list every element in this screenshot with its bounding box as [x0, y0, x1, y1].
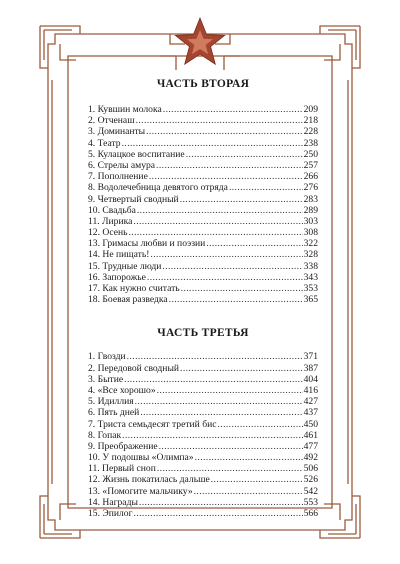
toc-entry [88, 272, 318, 283]
toc-leader-dots [127, 351, 303, 362]
toc-entry [88, 261, 318, 272]
toc-entry-title: 11. Лирика [88, 215, 133, 227]
toc-entry [88, 497, 318, 508]
toc-entry-title: 8. Гопак [88, 429, 122, 441]
toc-leader-dots [181, 283, 303, 294]
toc-entry-title: 4. «Все хорошо» [88, 384, 156, 396]
toc-entry [88, 463, 318, 474]
toc-leader-dots [122, 138, 303, 149]
toc-entry-title: 14. Награды [88, 496, 138, 508]
table-of-contents [88, 76, 318, 519]
toc-entry-title: 3. Доминанты [88, 126, 146, 138]
toc-leader-dots [133, 216, 302, 227]
toc-entry-page: 371 [303, 351, 318, 363]
toc-leader-dots [229, 182, 303, 193]
toc-entry-title: 6. Стрелы амура [88, 159, 156, 171]
toc-entry-title: 5. Идиллия [88, 396, 134, 408]
toc-entry-title: 1. Гвозди [88, 351, 126, 363]
toc-entry [88, 104, 318, 115]
toc-entry [88, 149, 318, 160]
toc-entry-title: 5. Кулацкое воспитание [88, 148, 185, 160]
toc-entry [88, 216, 318, 227]
toc-entry [88, 508, 318, 519]
toc-leader-dots [150, 249, 302, 260]
toc-leader-dots [156, 160, 303, 171]
toc-entry [88, 474, 318, 485]
toc-entry-title: 9. Преображение [88, 440, 158, 452]
toc-entry-page: 276 [303, 182, 318, 194]
toc-leader-dots [128, 227, 302, 238]
toc-entry [88, 407, 318, 418]
toc-entry-page: 328 [303, 249, 318, 261]
toc-entry-page: 526 [303, 474, 318, 486]
toc-leader-dots [186, 149, 303, 160]
toc-entry-page: 492 [303, 452, 318, 464]
toc-entry-title: 16. Запорожье [88, 271, 146, 283]
toc-entry-title: 17. Как нужно считать [88, 283, 180, 294]
toc-entry-title: 8. Водолечебница девятого отряда [88, 182, 228, 194]
toc-leader-dots [194, 486, 303, 497]
toc-entry [88, 160, 318, 171]
toc-entry-page: 218 [303, 115, 318, 127]
toc-entry-title: 14. Не пищать! [88, 249, 150, 261]
toc-entry-page: 477 [303, 440, 318, 452]
toc-entry [88, 294, 318, 305]
toc-leader-dots [157, 385, 303, 396]
toc-entry [88, 138, 318, 149]
toc-leader-dots [136, 115, 303, 126]
toc-entry [88, 182, 318, 193]
toc-entry [88, 441, 318, 452]
toc-entry-page: 338 [303, 260, 318, 272]
toc-entry-page: 228 [303, 126, 318, 138]
toc-leader-dots [162, 261, 302, 272]
toc-leader-dots [211, 474, 303, 485]
part-three-title: ЧАСТЬ ТРЕТЬЯ [157, 327, 249, 340]
toc-entry-page: 289 [303, 204, 318, 216]
toc-entry-page: 322 [303, 238, 318, 250]
part-two-title: ЧАСТЬ ВТОРАЯ [156, 78, 250, 90]
toc-entry-page: 250 [303, 148, 318, 160]
toc-entry-page: 404 [303, 373, 318, 385]
toc-entry-title: 13. Гримасы любви и поэзии [88, 238, 206, 250]
toc-leader-dots [122, 430, 302, 441]
toc-entry [88, 396, 318, 407]
toc-leader-dots [180, 194, 303, 205]
toc-entry-page: 506 [303, 463, 318, 475]
toc-leader-dots [137, 205, 303, 216]
toc-entry-page: 416 [303, 384, 318, 396]
toc-leader-dots [124, 374, 302, 385]
toc-leader-dots [149, 171, 303, 182]
toc-entry-title: 1. Кувшин молока [88, 104, 162, 115]
toc-entry-page: 303 [303, 215, 318, 227]
toc-entry [88, 249, 318, 260]
toc-entry-title: 3. Бытие [88, 373, 124, 385]
part-two-list [88, 104, 318, 305]
toc-entry [88, 238, 318, 249]
toc-entry-page: 257 [303, 159, 318, 171]
toc-entry-title: 2. Отченаш [88, 115, 135, 127]
toc-entry-title: 2. Передовой сводный [88, 362, 180, 374]
star-icon [175, 18, 224, 64]
toc-entry-title: 7. Триста семьдесят третий бис [88, 418, 217, 430]
toc-entry-page: 343 [303, 271, 318, 283]
toc-entry-page: 461 [303, 429, 318, 441]
toc-entry-title: 7. Пополнение [88, 171, 148, 183]
toc-entry-title: 10. У подошвы «Олимпа» [88, 452, 194, 464]
toc-leader-dots [140, 407, 302, 418]
toc-entry-page: 266 [303, 171, 318, 183]
toc-entry-title: 4. Театр [88, 137, 121, 149]
toc-entry-page: 553 [303, 496, 318, 508]
toc-entry-title: 15. Эпилог [88, 508, 133, 519]
toc-entry-page: 283 [303, 193, 318, 205]
toc-leader-dots [195, 452, 303, 463]
toc-entry-title: 9. Четвертый сводный [88, 193, 179, 205]
toc-entry-page: 437 [303, 407, 318, 419]
toc-entry [88, 419, 318, 430]
toc-entry [88, 385, 318, 396]
toc-entry [88, 194, 318, 205]
toc-entry-page: 365 [303, 294, 318, 306]
toc-entry [88, 374, 318, 385]
toc-leader-dots [146, 126, 302, 137]
toc-leader-dots [139, 497, 303, 508]
toc-entry-title: 15. Трудные люди [88, 260, 162, 272]
toc-entry-page: 427 [303, 396, 318, 408]
toc-entry-title: 18. Боевая разведка [88, 294, 168, 306]
toc-leader-dots [169, 294, 303, 305]
toc-leader-dots [159, 441, 303, 452]
toc-entry [88, 126, 318, 137]
toc-entry-title: 11. Первый сноп [88, 463, 156, 475]
toc-leader-dots [157, 463, 303, 474]
toc-entry [88, 205, 318, 216]
toc-entry [88, 227, 318, 238]
toc-entry-page: 308 [303, 227, 318, 239]
toc-entry [88, 283, 318, 294]
toc-entry [88, 115, 318, 126]
toc-entry-title: 6. Пять дней [88, 407, 140, 419]
toc-leader-dots [206, 238, 302, 249]
toc-leader-dots [147, 272, 303, 283]
toc-leader-dots [217, 419, 302, 430]
toc-entry [88, 171, 318, 182]
toc-entry [88, 351, 318, 362]
toc-entry-page: 542 [303, 485, 318, 497]
toc-entry-page: 387 [303, 362, 318, 374]
toc-entry-title: 13. «Помогите мальчику» [88, 485, 193, 497]
toc-entry-page: 238 [303, 137, 318, 149]
toc-entry [88, 452, 318, 463]
toc-entry-page: 209 [303, 104, 318, 115]
toc-entry [88, 363, 318, 374]
toc-leader-dots [134, 508, 303, 519]
toc-leader-dots [180, 363, 303, 374]
toc-entry [88, 430, 318, 441]
toc-entry [88, 486, 318, 497]
toc-entry-page: 353 [303, 283, 318, 294]
toc-entry-page: 566 [303, 508, 318, 519]
toc-entry-page: 450 [303, 418, 318, 430]
toc-entry-title: 10. Свадьба [88, 204, 136, 216]
toc-entry-title: 12. Жизнь покатилась дальше [88, 474, 210, 486]
toc-leader-dots [163, 104, 303, 115]
toc-leader-dots [135, 396, 303, 407]
part-three-list [88, 351, 318, 519]
toc-entry-title: 12. Осень [88, 227, 128, 239]
